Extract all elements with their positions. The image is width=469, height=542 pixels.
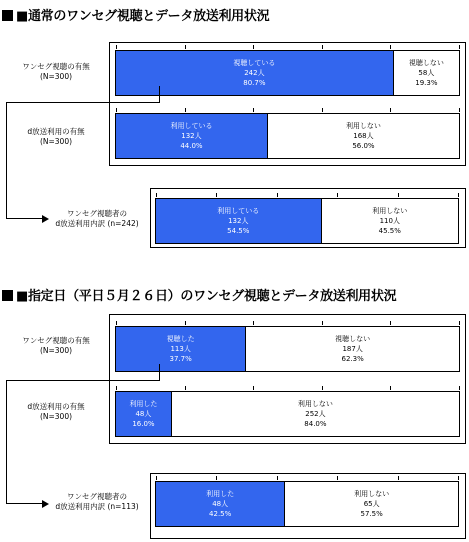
segment-name-label: 利用しない [354,490,390,498]
axis-tick [216,476,217,480]
row-label-n: (N=300) [39,412,73,421]
axis-tick [277,476,278,480]
connector-line [6,218,44,219]
stacked-bar-1-watch [115,50,460,96]
bar-segment-not-used [171,392,459,436]
row-label-2-2 [40,492,154,512]
row-label-2-0 [4,336,108,356]
row-label-n: (N=300) [39,346,73,355]
segment-name-label: 視聴している [233,59,276,67]
segment-name-label: 利用しない [345,122,381,130]
segment-count-label: 110人 [379,217,400,225]
axis-tick [322,386,323,390]
stacked-bar-1-dbroadcast [115,113,460,159]
segment-name-label: 視聴しない [335,335,371,343]
axis-tick [390,45,391,49]
axis-tick [398,476,399,480]
arrow-right-icon [42,215,49,223]
axis-tick [458,476,459,480]
axis-tick [116,386,117,390]
segment-count-label: 132人 [181,132,202,140]
segment-count-label: 252人 [305,410,326,418]
bar-segment-not-used [393,51,459,95]
axis-tick [459,386,460,390]
bar-segment-not-used [284,482,458,526]
axis-tick [253,108,254,112]
connector-line [6,380,7,504]
axis-tick [185,386,186,390]
segment-pct-label: 80.7% [243,79,266,87]
axis-tick [458,193,459,197]
segment-name-label: 視聴しない [408,59,444,67]
section-title-1 [2,5,269,24]
segment-pct-label: 19.3% [415,79,438,87]
segment-name-label: 利用しない [297,400,333,408]
axis-tick [337,476,338,480]
row-label-n: d放送利用内訳 (n=113) [55,502,139,511]
segment-name-label: 利用しない [372,207,408,215]
section-title-2 [2,285,396,304]
segment-count-label: 58人 [418,69,435,77]
bar-segment-used [116,114,267,158]
axis-tick [390,386,391,390]
axis-tick [185,321,186,325]
connector-line [159,364,160,380]
axis-tick [459,45,460,49]
axis-tick [322,108,323,112]
segment-pct-label: 54.5% [227,227,250,235]
row-label-text: ワンセグ視聴の有無 [22,62,90,71]
segment-count-label: 242人 [244,69,265,77]
axis-tick [216,193,217,197]
segment-count-label: 168人 [353,132,374,140]
segment-pct-label: 57.5% [360,510,383,518]
stacked-bar-2-breakdown [155,481,459,527]
bar-segment-not-used [245,327,459,371]
row-label-text: d放送利用の有無 [27,127,85,136]
axis-tick [459,108,460,112]
row-label-text: ワンセグ視聴の有無 [22,336,90,345]
axis-tick [156,476,157,480]
stacked-bar-2-dbroadcast [115,391,460,437]
axis-tick [116,45,117,49]
connector-line [6,102,160,103]
segment-pct-label: 44.0% [180,142,203,150]
axis-tick [337,193,338,197]
segment-count-label: 187人 [342,345,363,353]
axis-tick [322,45,323,49]
row-label-n: (N=300) [39,72,73,81]
bar-segment-not-used [267,114,459,158]
arrow-right-icon [42,500,49,508]
bar-segment-used [156,482,284,526]
axis-tick [116,108,117,112]
axis-tick [156,193,157,197]
black-square-icon [2,10,13,21]
row-label-2-1 [4,402,108,422]
axis-tick [185,45,186,49]
segment-count-label: 132人 [228,217,249,225]
bar-segment-used [116,392,171,436]
axis-tick [322,321,323,325]
axis-tick [390,321,391,325]
connector-line [6,102,7,219]
segment-pct-label: 56.0% [352,142,375,150]
segment-pct-label: 62.3% [341,355,364,363]
segment-pct-label: 84.0% [304,420,327,428]
bar-segment-used [156,199,321,243]
bar-segment-used [116,51,393,95]
bar-segment-used [116,327,245,371]
stacked-bar-1-breakdown [155,198,459,244]
connector-line [159,86,160,102]
segment-count-label: 48人 [212,500,229,508]
segment-pct-label: 16.0% [132,420,155,428]
axis-tick [116,321,117,325]
section-title-1-text: ■通常のワンセグ視聴とデータ放送利用状況 [16,9,270,24]
axis-tick [253,321,254,325]
row-label-text: ワンセグ視聴者の [67,209,127,218]
row-label-text: ワンセグ視聴者の [67,492,127,501]
axis-tick [277,193,278,197]
axis-tick [390,108,391,112]
axis-tick [253,45,254,49]
connector-line [6,503,44,504]
row-label-n: (N=300) [39,137,73,146]
segment-count-label: 113人 [170,345,191,353]
segment-count-label: 65人 [363,500,380,508]
segment-pct-label: 37.7% [169,355,192,363]
segment-name-label: 利用した [129,400,158,408]
stacked-bar-2-watch [115,326,460,372]
segment-pct-label: 42.5% [209,510,232,518]
row-label-text: d放送利用の有無 [27,402,85,411]
section-title-2-text: ■指定日（平日５月２６日）のワンセグ視聴とデータ放送利用状況 [16,289,397,304]
segment-name-label: 視聴した [166,335,195,343]
row-label-1-2 [40,209,154,229]
axis-tick [459,321,460,325]
segment-name-label: 利用した [206,490,235,498]
axis-tick [185,108,186,112]
row-label-1-0 [4,62,108,82]
bar-segment-not-used [321,199,458,243]
row-label-1-1 [4,127,108,147]
black-square-icon [2,290,13,301]
row-label-n: d放送利用内訳 (n=242) [55,219,139,228]
segment-pct-label: 45.5% [378,227,401,235]
segment-name-label: 利用している [170,122,213,130]
segment-name-label: 利用している [217,207,260,215]
axis-tick [253,386,254,390]
connector-line [6,380,160,381]
axis-tick [398,193,399,197]
segment-count-label: 48人 [135,410,152,418]
